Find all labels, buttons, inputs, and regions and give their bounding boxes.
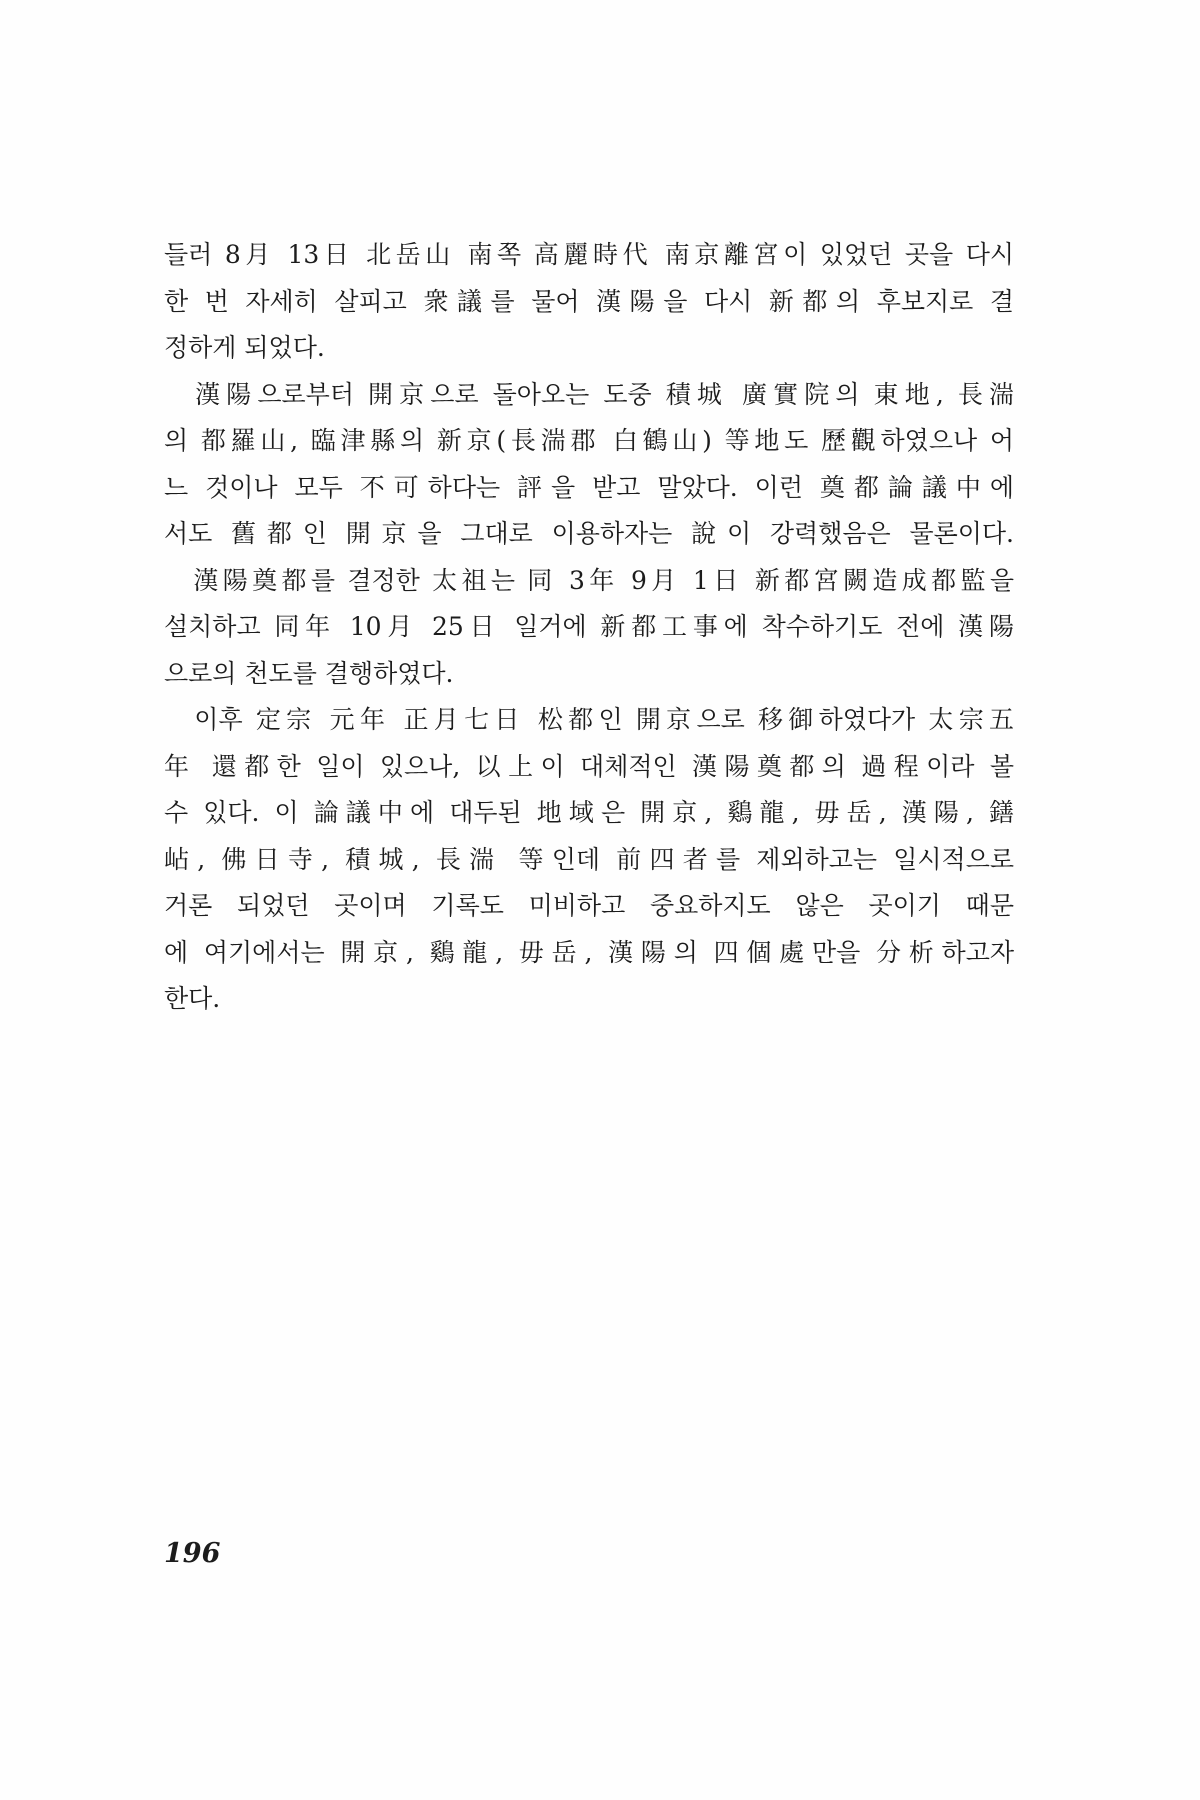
body-text	[164, 232, 1014, 1023]
text-line: 으로의 천도를 결행하였다.	[164, 658, 454, 688]
text-line: 수 있다. 이 論議中에 대두된 地域은 開京, 鷄龍, 毋岳, 漢陽, 鐥	[164, 798, 1014, 827]
text-line: 에 여기에서는 開京, 鷄龍, 毋岳, 漢陽의 四個處만을 分析하고자	[164, 937, 1014, 967]
text-line: 漢陽奠都를 결정한 太祖는 同 3年 9月 1日 新都宮闕造成都監을	[164, 565, 1014, 595]
text-line: 年 還都한 일이 있으나, 以上이 대체적인 漢陽奠都의 過程이라 볼	[164, 751, 1014, 781]
text-line: 느 것이나 모두 不可하다는 評을 받고 말았다. 이런 奠都論議中에	[164, 472, 1014, 502]
text-line: 岾, 佛日寺, 積城, 長湍 等인데 前四者를 제외하고는 일시적으로	[164, 844, 1014, 874]
text-line: 정하게 되었다.	[164, 333, 325, 362]
paragraph-4	[164, 697, 1014, 1023]
text-line: 서도 舊都인 開京을 그대로 이용하자는 說이 강력했음은 물론이다.	[164, 519, 1014, 548]
text-line: 한 번 자세히 살피고 衆議를 물어 漢陽을 다시 新都의 후보지로 결	[164, 286, 1014, 316]
text-line: 이후 定宗 元年 正月七日 松都인 開京으로 移御하였다가 太宗五	[164, 705, 1014, 734]
paragraph-1	[164, 232, 1014, 372]
text-line: 설치하고 同年 10月 25日 일거에 新都工事에 착수하기도 전에 漢陽	[164, 612, 1014, 641]
page-number: 196	[164, 1538, 221, 1569]
text-line: 거론 되었던 곳이며 기록도 미비하고 중요하지도 않은 곳이기 때문	[164, 891, 1014, 920]
text-line: 한다.	[164, 984, 221, 1013]
paragraph-3	[164, 558, 1014, 698]
text-line: 의 都羅山, 臨津縣의 新京(長湍郡 白鶴山) 等地도 歷觀하였으나 어	[164, 426, 1014, 455]
text-line: 들러 8月 13日 北岳山 南쪽 高麗時代 南京離宮이 있었던 곳을 다시	[164, 240, 1014, 269]
paragraph-2	[164, 372, 1014, 558]
text-line: 漢陽으로부터 開京으로 돌아오는 도중 積城 廣實院의 東地, 長湍	[164, 379, 1014, 409]
